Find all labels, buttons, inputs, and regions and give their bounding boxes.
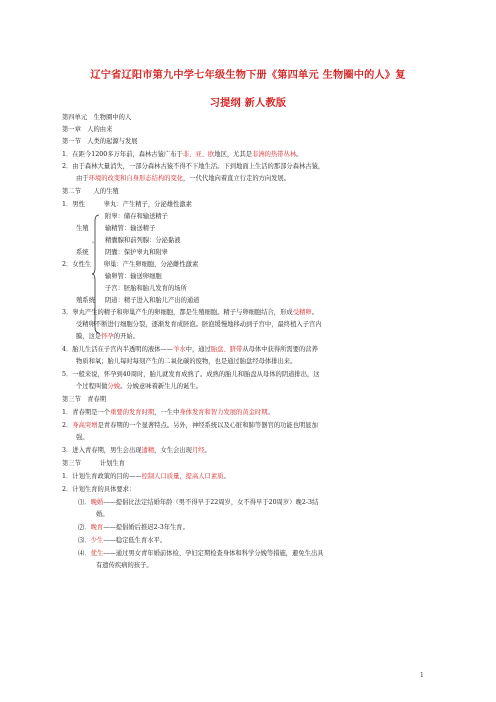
male-system-line2: 附睾：储存和输送精子 (105, 213, 168, 220)
puberty-item-2: 2．身高突增是青春期的一个显著特点。另外，神经系统以及心脏和肺等器官的功能也明显加 (62, 422, 318, 429)
repro-item-4-line2: 物质和氧；胎儿每时每刻产生的二氧化碳的废物，也是通过胎盘经母体排出来。 (76, 358, 297, 365)
male-system-line5: 阴囊：保护睾丸和附睾 (105, 249, 168, 256)
section-1-heading: 第一节 人类的起源与发展 (62, 138, 138, 145)
plan-req-1-line2: 婚。 (96, 511, 109, 518)
male-system-line3: 输精管：输送精子 (105, 225, 156, 232)
document-title-line1: 辽宁省辽阳市第九中学七年级生物下册《第四单元 生物圈中的人》复 (90, 69, 406, 81)
plan-item-1: 1．计划生育政策的目的——控制人口质量，提高人口素质。 (62, 473, 230, 480)
plan-req-2: ⑵．晚育——提倡婚后推迟2-3年生育。 (78, 524, 189, 531)
organ-label-2: 系统 (76, 249, 89, 256)
dot-mark-1: ， (92, 237, 99, 244)
s1-item-1: 1．在距今1200多万年前，森林古猿广布于非、亚、欧地区，尤其是非洲的热带丛林。 (62, 151, 303, 158)
repro-item-5-line2: 个过程叫做分娩。分娩意味着新生儿的诞生。 (76, 383, 202, 390)
female-system-line3: 子宫：胚胎和胎儿发育的场所 (105, 285, 187, 292)
female-system-line4: 阴道：精子进入和胎儿产出的通道 (105, 297, 200, 304)
dot-mark-2: ． (92, 273, 99, 280)
plan-req-4-line2: 有遗传疾病的孩子。 (96, 562, 153, 569)
repro-item-3-line2: 受精卵不断进行细胞分裂，逐渐发育成胚泡。胚泡缓慢地移动到子宫中，最终植入子宫内 (76, 321, 322, 328)
repro-item-5: 5．一般来说，怀孕到40周时，胎儿就发育成熟了。成熟的胎儿和胎盘从母体的阴道排出，这 (62, 371, 320, 378)
page-number: 1 (420, 672, 424, 679)
section-2-heading: 第二节 人的生殖 (62, 188, 119, 195)
organ-label-1: 生殖 (76, 225, 89, 232)
s1-item-2-cont: 由于环境的改变和自身形态结构的变化，一代代地向着直立行走的方向发展。 (76, 175, 291, 182)
s1-item-2: 2．由于森林大量消失，一部分森林古猿不得不下地生活。下到地面上生活的那部分森林古猿， (62, 163, 325, 170)
plan-req-4: ⑷．优生——通过男女青年婚前体检、孕妇定期检查身体和科学分娩等措施，避免生出具 (78, 550, 324, 557)
repro-item-3: 3．睾丸产生的精子和卵巢产生的卵细胞，都是生殖细胞。精子与卵细胞结合，形成受精卵。 (62, 309, 318, 316)
document-title-line2: 习提纲 新人教版 (209, 97, 287, 109)
plan-req-3: ⑶．少生——稳定低生育水平。 (78, 537, 167, 544)
chapter-heading: 第一章 人的由来 (62, 126, 113, 133)
repro-item-4: 4．胎儿生活在子宫内半透明的液体——羊水中，通过胎盘、脐带从母体中获得所需要的营养 (62, 346, 318, 353)
puberty-item-1: 1．青春期是一个重要的发育时期，一生中身体发育和智力发展的黄金时期。 (62, 409, 274, 416)
section-4-heading: 第三节 计划生育 (62, 460, 125, 467)
puberty-item-3: 3．进入青春期，男生会出现遗精，女生会出现月经。 (62, 447, 211, 454)
organ-label-3: 殖系统 (76, 297, 95, 304)
plan-req-1: ⑴．晚婚——提倡比法定结婚年龄（男不得早于22周岁，女不得早于20周岁）晚2-3结 (78, 499, 319, 506)
puberty-item-2-line2: 强。 (76, 434, 89, 441)
female-system-line2: 输卵管：输送卵细胞 (105, 273, 162, 280)
plan-item-2: 2．计划生育的具体要求： (62, 486, 136, 493)
female-system-line1: 2．女性生 卵巢：产生卵细胞，分泌雌性激素 (62, 261, 199, 268)
male-system-line1: 1．男性 睾丸：产生精子，分泌雄性激素 (62, 201, 192, 208)
unit-heading: 第四单元 生物圈中的人 (62, 114, 132, 121)
male-system-line4: 精囊腺和前列腺：分泌黏液 (105, 237, 181, 244)
section-3-heading: 第三节 青春期 (62, 396, 107, 403)
repro-item-3-line3: 膜，这是怀孕的开始。 (76, 333, 139, 340)
